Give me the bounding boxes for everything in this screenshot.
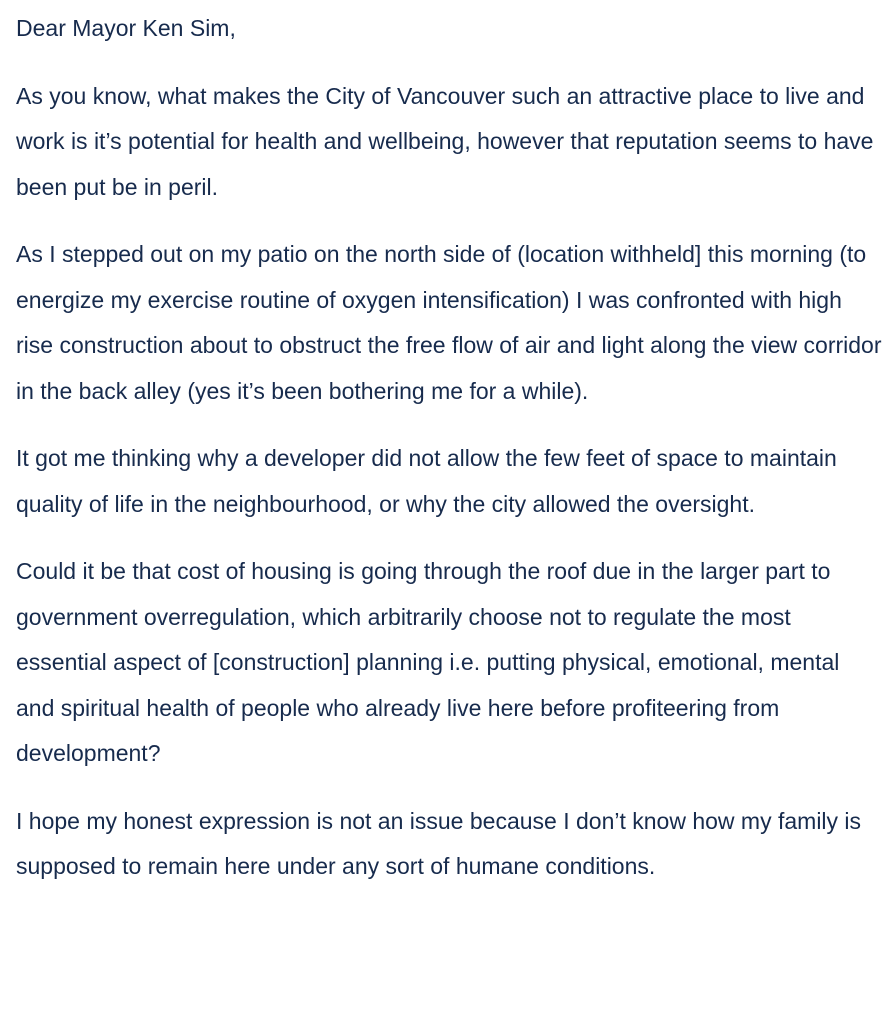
letter-greeting: Dear Mayor Ken Sim, xyxy=(16,15,236,41)
letter-paragraph: I hope my honest expression is not an issue because I don’t know how my family is supposed to remain here under any sort of humane conditions. xyxy=(16,807,862,879)
letter-paragraph: As you know, what makes the City of Vancouver such an attractive place to live and work is it’s potential for health and wellbeing, however that reputation seems to have been put be in peril. xyxy=(16,82,874,200)
letter-paragraph: Could it be that cost of housing is going through the roof due in the larger part to government overregulation, which arbitrarily choose not to regulate the most essential aspect of [construction] planning i.e. putting physical, emotional, mental and spiritual health of people who already live here before profiteering from development? xyxy=(16,558,840,766)
letter-paragraph: It got me thinking why a developer did not allow the few feet of space to maintain quality of life in the neighbourhood, or why the city allowed the oversight. xyxy=(16,445,837,517)
letter-paragraph: As I stepped out on my patio on the north side of (location withheld] this morning (to energize my exercise routine of oxygen intensification) I was confronted with high rise construction about to obstruct the free flow of air and light along the view corridor in the back alley (yes it’s been bothering me for a while). xyxy=(16,241,882,404)
